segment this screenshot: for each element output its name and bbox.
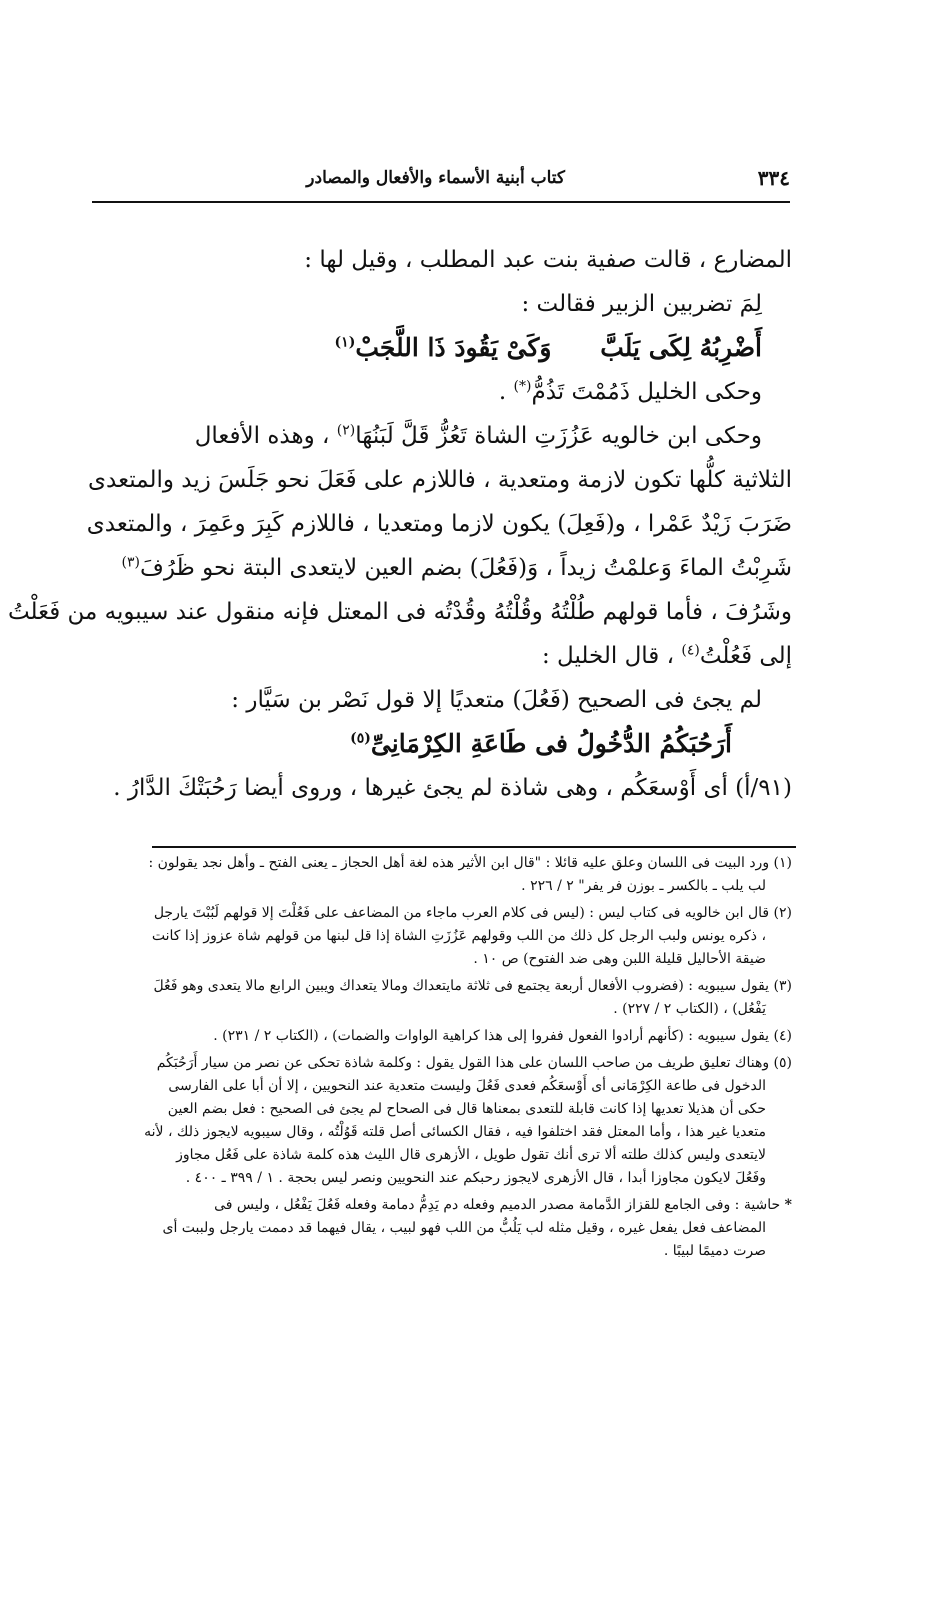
footnote-marker: (*) [513, 378, 532, 395]
footnote-marker: (٤) [681, 642, 700, 659]
footnotes-rule [152, 846, 796, 848]
footnote-line: لب يلب ـ بالكسر ـ بوزن فر يفر" ٢ / ٢٢٦ . [521, 878, 766, 894]
text-line [90, 370, 792, 414]
text-segment: ، وهذه الأفعال [194, 423, 330, 449]
footnote [90, 975, 792, 1021]
footnote [90, 902, 792, 971]
verse-text: أَرَحُبَكُمُ الدُّخُولُ فى طَاعَةِ الكِرْمَانِىِّ [370, 729, 732, 758]
footnote-line: حكى أن هذيلا تعديها إذا كانت قابلة للتعدى بمعناها قال فى الصحاح لم يجئ فى الصحيح : فعل بضم العين [167, 1101, 766, 1117]
page-header [92, 166, 790, 200]
footnote-line: (٥) وهناك تعليق طريف من صاحب اللسان على هذا القول يقول : وكلمة شاذة تحكى عن نصر من سيار أَرَحُبَكُم [156, 1055, 792, 1071]
footnote-line-text: حاشية : وفى الجامع للقزاز الدَّمامة مصدر الدميم وفعله دم يَدِمُّ دمامة وفعله فَعُلَ يَفْعُل ، وليس فى [214, 1197, 781, 1213]
footnote-marker: (٣) [121, 554, 141, 571]
poem-verse [90, 326, 792, 370]
footnote [90, 1052, 792, 1190]
footnote-line: ضيقة الأحاليل قليلة اللبن وهى ضد الفتوح) ص ١٠ . [473, 951, 766, 967]
footnote-line: الدخول فى طاعة الكِرْمَانى أى أَوْسعَكُم فعدى فَعُلَ وليست متعدية عند النحويين ، إلا أن أبا على الفارسى [168, 1078, 766, 1094]
text-line: لم يجئ فى الصحيح (فَعُلَ) متعديًا إلا قول نَصْر بن سَيَّار : [231, 687, 762, 713]
text-line: الثلاثية كلُّها تكون لازمة ومتعدية ، فاللازم على فَعَلَ نحو جَلَسَ زيد والمتعدى [88, 467, 792, 493]
text-line [90, 546, 792, 590]
main-text [7, 238, 792, 810]
text-line: وشَرُفَ ، فأما قولهم طُلْتُهُ وقُلْتُهُ وقُدْتُه فى المعتل فإنه منقول عند سيبويه من فَعَلْتُ [7, 599, 792, 625]
footnote-line: وفَعُلَ لايكون مجاوزا أبدا ، قال الأزهرى لايجوز رحبكم عند النحويين ونصر ليس بحجة . ١ / ٣٩٩ ـ ٤٠٠ . [185, 1170, 766, 1186]
text-line: ضَرَبَ زَيْدٌ عَمْرا ، و(فَعِلَ) يكون لازما ومتعديا ، فاللازم كَبِرَ وعَمِرَ ، والمتعدى [86, 511, 792, 537]
footnote-line: المضاعف فعل يفعل غيره ، وقيل مثله لب يَلُبُّ من اللب فهو لبيب ، يقال فيهما قد دممت يارجل ولببت أى [162, 1220, 766, 1236]
footnote-line: لايتعدى وليس كذلك طلته ألا ترى أنك تقول طويل ، الأزهرى قال الليث هذه كلمة شاذة على فَعُل مجاوز [176, 1147, 766, 1163]
footnote-line: يَفْعُل) ، (الكتاب ٢ / ٢٢٧) . [613, 1001, 766, 1017]
footnote [90, 1025, 792, 1048]
marginal-note [90, 1194, 792, 1263]
footnote-line [90, 1194, 792, 1217]
verse-first-hemistich: أَضْرِبُهُ لِكَى يَلَبَّ [600, 333, 762, 362]
footnote-line: صرت دميمًا لبيبًا . [663, 1243, 766, 1259]
text-segment: . [498, 379, 507, 405]
footnote-line: (١) ورد البيت فى اللسان وعلق عليه قائلا : "قال ابن الأثير هذه لغة أهل الحجاز ـ يعنى الفتح ـ وأهل نجد يقولون : [148, 855, 792, 871]
text-line: المضارع ، قالت صفية بنت عبد المطلب ، وقيل لها : [304, 247, 792, 273]
footnote-line: (٢) قال ابن خالويه فى كتاب ليس : (ليس فى كلام العرب ماجاء من المضاعف على فَعُلْتَ إلا قولهم لَبُبْتَ يارجل [153, 905, 792, 921]
header-rule [92, 201, 790, 203]
footnote-line: ، ذكره يونس ولبب الرجل كل ذلك من اللب وقولهم عَزُزَتِ الشاة إذا قل لبنها من قولهم شاة عزوز إذا كانت [151, 928, 766, 944]
text-line [90, 634, 792, 678]
star-marker: * [784, 1197, 792, 1213]
text-segment: وحكى الخليل ذَمُمْتَ تَذُمُّ [531, 379, 762, 405]
page-number: ٣٣٤ [757, 166, 790, 190]
footnote-marker: (١) [334, 334, 356, 351]
verse-second-hemistich [335, 333, 552, 362]
text-line: (٩١/أ) أى أَوْسعَكُم ، وهى شاذة لم يجئ غيرها ، وروى أيضا رَحُبَتْكَ الدَّارُ . [113, 775, 792, 801]
running-title: كتاب أبنية الأسماء والأفعال والمصادر [306, 168, 565, 188]
footnote-marker: (٥) [350, 730, 371, 747]
text-line [90, 414, 792, 458]
footnote-line: (٤) يقول سيبويه : (كأنهم أرادوا الفعول ففروا إلى هذا كراهية الواوات والضمات) ، (الكتاب ٢ / ٢٣١) . [213, 1028, 792, 1044]
footnotes [90, 852, 792, 1267]
text-segment: ، قال الخليل : [542, 643, 675, 669]
footnote-marker: (٢) [336, 422, 356, 439]
text-segment: وحكى ابن خالويه عَزُزَتِ الشاة تَعُزُّ قَلَّ لَبَنُهَا [355, 423, 762, 449]
footnote-line: (٣) يقول سيبويه : (فضروب الأفعال أربعة يجتمع فى ثلاثة مايتعداك ومالا يتعداك ويبين الرابع مالا يتعدى وهو فَعُلَ [153, 978, 792, 994]
footnote [90, 852, 792, 898]
text-line: لِمَ تضربين الزبير فقالت : [521, 291, 762, 317]
poem-verse [90, 722, 792, 766]
verse-second-hemistich-text: وَكَىْ يَقُودَ ذَا اللَّجَبْ [355, 333, 552, 362]
text-segment: شَرِبْتُ الماءَ وَعلمْتُ زيداً ، وَ(فَعُلَ) بضم العين لايتعدى البتة نحو ظَرُفَ [140, 555, 792, 581]
footnote-line: متعديا غير هذا ، وأما المعتل فقد اختلفوا فيه ، فقال الكسائى أصل قلته قَوُلْتُه ، وقال سيبويه لايجوز ذلك ، لأنه [144, 1124, 766, 1140]
text-segment: إلى فَعُلْتُ [699, 643, 792, 669]
